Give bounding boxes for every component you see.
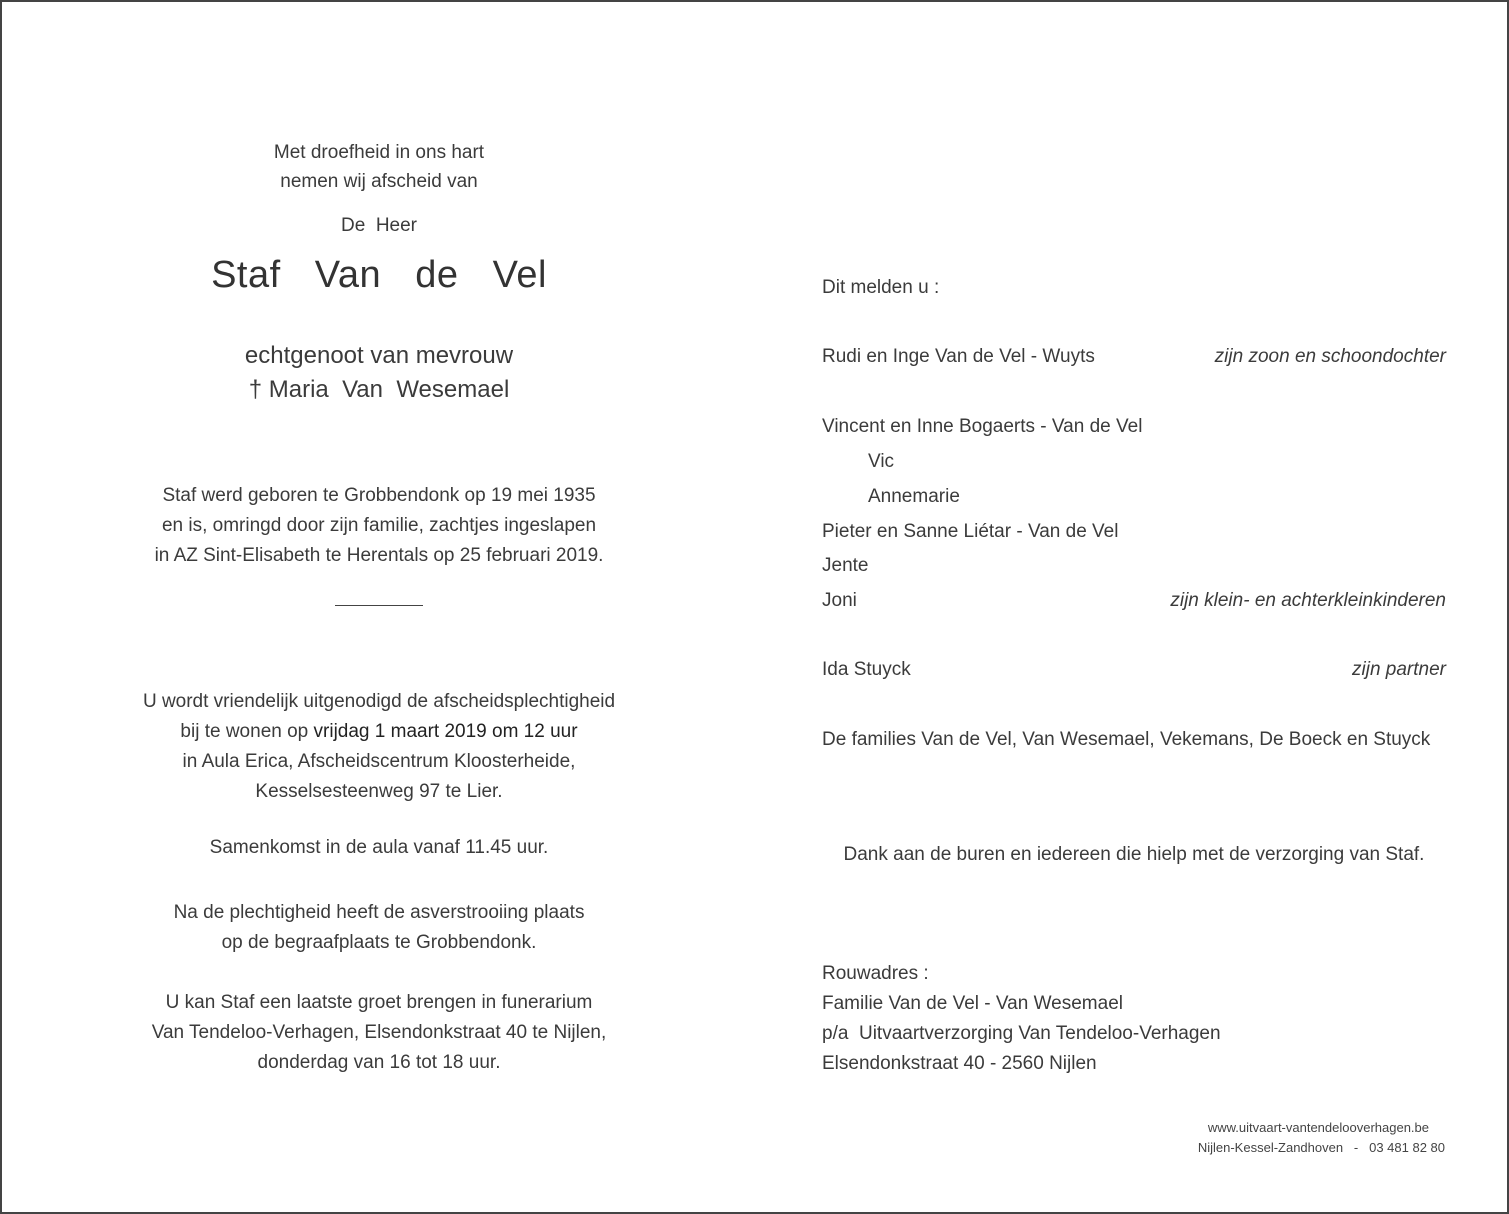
bio-line-3: in AZ Sint-Elisabeth te Herentals op 25 februari 2019. [154, 545, 604, 566]
spouse-line-1: echtgenoot van mevrouw [244, 342, 514, 369]
announcement-text: Dit melden u : [822, 277, 940, 298]
family-name: Joni [822, 590, 857, 611]
thanks-text: Dank aan de buren en iedereen die hielp met de verzorging van Staf. [843, 844, 1425, 865]
address-line-1: Familie Van de Vel - Van Wesemael [822, 993, 1123, 1014]
family-row [822, 729, 1446, 755]
ash-scattering [2, 898, 756, 958]
intro-line-1: Met droefheid in ons hart [273, 142, 485, 163]
family-row [822, 451, 1446, 477]
family-row [822, 590, 1446, 616]
intro-text [2, 138, 756, 196]
ceremony-date: vrijdag 1 maart 2019 om 12 uur [313, 721, 578, 742]
honorific: De Heer [340, 215, 418, 236]
divider-line [335, 605, 423, 606]
family-name: Pieter en Sanne Liétar - Van de Vel [822, 521, 1119, 542]
family-row [822, 346, 1446, 372]
invitation [2, 687, 756, 807]
family-name: De families Van de Vel, Van Wesemael, Vekemans, De Boeck en Stuyck [822, 729, 1431, 750]
invite-line-3: in Aula Erica, Afscheidscentrum Kloosterheide, [182, 751, 576, 772]
visit-line-1: U kan Staf een laatste groet brengen in funerarium [165, 992, 593, 1013]
family-name: Vic [868, 451, 895, 472]
address-label: Rouwadres : [822, 963, 929, 984]
website-link[interactable]: www.uitvaart-vantendelooverhagen.be [1207, 1120, 1429, 1135]
gathering-time: Samenkomst in de aula vanaf 11.45 uur. [209, 837, 549, 858]
family-name: Jente [822, 555, 869, 576]
ash-line-1: Na de plechtigheid heeft de asverstrooiing plaats [173, 902, 585, 923]
intro-line-2: nemen wij afscheid van [280, 171, 478, 192]
spouse-block [2, 339, 756, 407]
family-row [822, 486, 1446, 512]
family-row [822, 555, 1446, 581]
family-relation: zijn zoon en schoondochter [1214, 346, 1446, 367]
family-name: Rudi en Inge Van de Vel - Wuyts [822, 346, 1095, 367]
family-row [822, 416, 1446, 442]
biography [2, 481, 756, 571]
address-line-2: p/a Uitvaartverzorging Van Tendeloo-Verhagen [822, 1023, 1221, 1044]
family-row [822, 659, 1446, 685]
spouse-line-2: † Maria Van Wesemael [248, 376, 510, 403]
invite-line-4: Kesselsesteenweg 97 te Lier. [255, 781, 503, 802]
ash-line-2: op de begraafplaats te Grobbendonk. [221, 932, 537, 953]
family-row [822, 521, 1446, 547]
invite-line-2-prefix: bij te wonen op [180, 721, 314, 742]
family-name: Annemarie [868, 486, 960, 507]
mourning-address [822, 959, 1221, 1079]
visitation [2, 988, 756, 1078]
family-name: Vincent en Inne Bogaerts - Van de Vel [822, 416, 1143, 437]
family-relation: zijn partner [1352, 659, 1446, 680]
bio-line-1: Staf werd geboren te Grobbendonk op 19 mei 1935 [162, 485, 596, 506]
visit-line-2: Van Tendeloo-Verhagen, Elsendonkstraat 40 te Nijlen, [151, 1022, 607, 1043]
deceased-name: Staf Van de Vel [211, 254, 547, 296]
locations-phone: Nijlen-Kessel-Zandhoven - 03 481 82 80 [1197, 1140, 1445, 1155]
visit-line-3: donderdag van 16 tot 18 uur. [257, 1052, 501, 1073]
invite-line-2 [2, 717, 756, 747]
announcement [822, 277, 1446, 303]
address-line-3: Elsendonkstraat 40 - 2560 Nijlen [822, 1053, 1097, 1074]
family-name: Ida Stuyck [822, 659, 911, 680]
funeral-home-footer [1198, 1118, 1445, 1158]
family-relation: zijn klein- en achterkleinkinderen [1170, 590, 1446, 611]
invite-line-1: U wordt vriendelijk uitgenodigd de afscheidsplechtigheid [142, 691, 616, 712]
bio-line-2: en is, omringd door zijn familie, zachtjes ingeslapen [161, 515, 597, 536]
